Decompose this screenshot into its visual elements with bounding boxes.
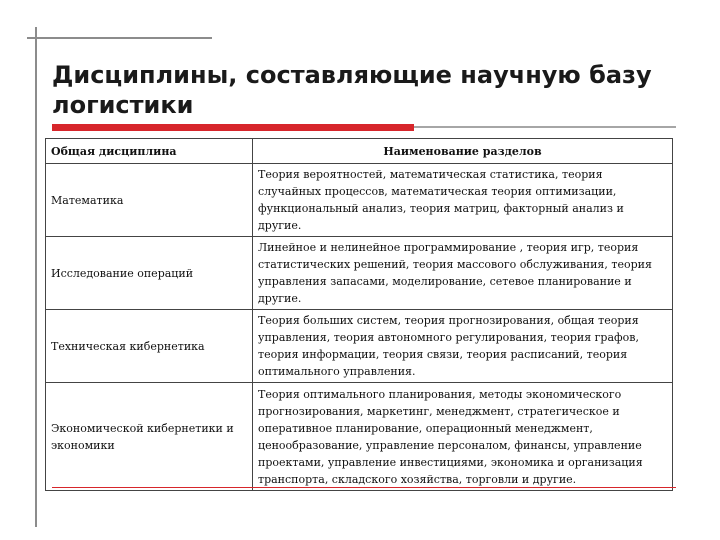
table-row	[46, 164, 673, 237]
title-underline-accent	[52, 124, 414, 131]
bottom-accent-line	[52, 487, 676, 488]
decorative-bracket-horizontal	[27, 37, 212, 39]
disciplines-table-container	[45, 138, 672, 491]
table-row	[46, 383, 673, 491]
header-discipline: Общая дисциплина	[46, 139, 253, 164]
sections-cell: Теория больших систем, теория прогнозирования, общая теория управления, теория автономного регулирования, теория графов, теория информации, теория связи, теория расписаний, теория оптимального управления.	[253, 310, 673, 383]
decorative-bracket-vertical	[35, 27, 37, 527]
header-sections: Наименование разделов	[253, 139, 673, 164]
table-header-row	[46, 139, 673, 164]
discipline-cell: Математика	[46, 164, 253, 237]
discipline-cell: Экономической кибернетики и экономики	[46, 383, 253, 491]
discipline-cell: Исследование операций	[46, 237, 253, 310]
table-row	[46, 237, 673, 310]
slide-title: Дисциплины, составляющие научную базу логистики	[52, 61, 652, 119]
disciplines-table	[45, 138, 673, 491]
title-underline-rule	[414, 126, 676, 128]
sections-cell: Линейное и нелинейное программирование , теория игр, теория статистических решений, теория массового обслуживания, теория управления запасами, моделирование, сетевое планирование и другие.	[253, 237, 673, 310]
discipline-cell: Техническая кибернетика	[46, 310, 253, 383]
sections-cell: Теория оптимального планирования, методы экономического прогнозирования, маркетинг, менеджмент, стратегическое и оперативное планирование, операционный менеджмент, ценообразование, управление персоналом, финансы, управление проектами, управление инвестициями, экономика и организация транспорта, складского хозяйства, торговли и другие.	[253, 383, 673, 491]
sections-cell: Теория вероятностей, математическая статистика, теория случайных процессов, математическая теория оптимизации, функциональный анализ, теория матриц, факторный анализ и другие.	[253, 164, 673, 237]
table-row	[46, 310, 673, 383]
